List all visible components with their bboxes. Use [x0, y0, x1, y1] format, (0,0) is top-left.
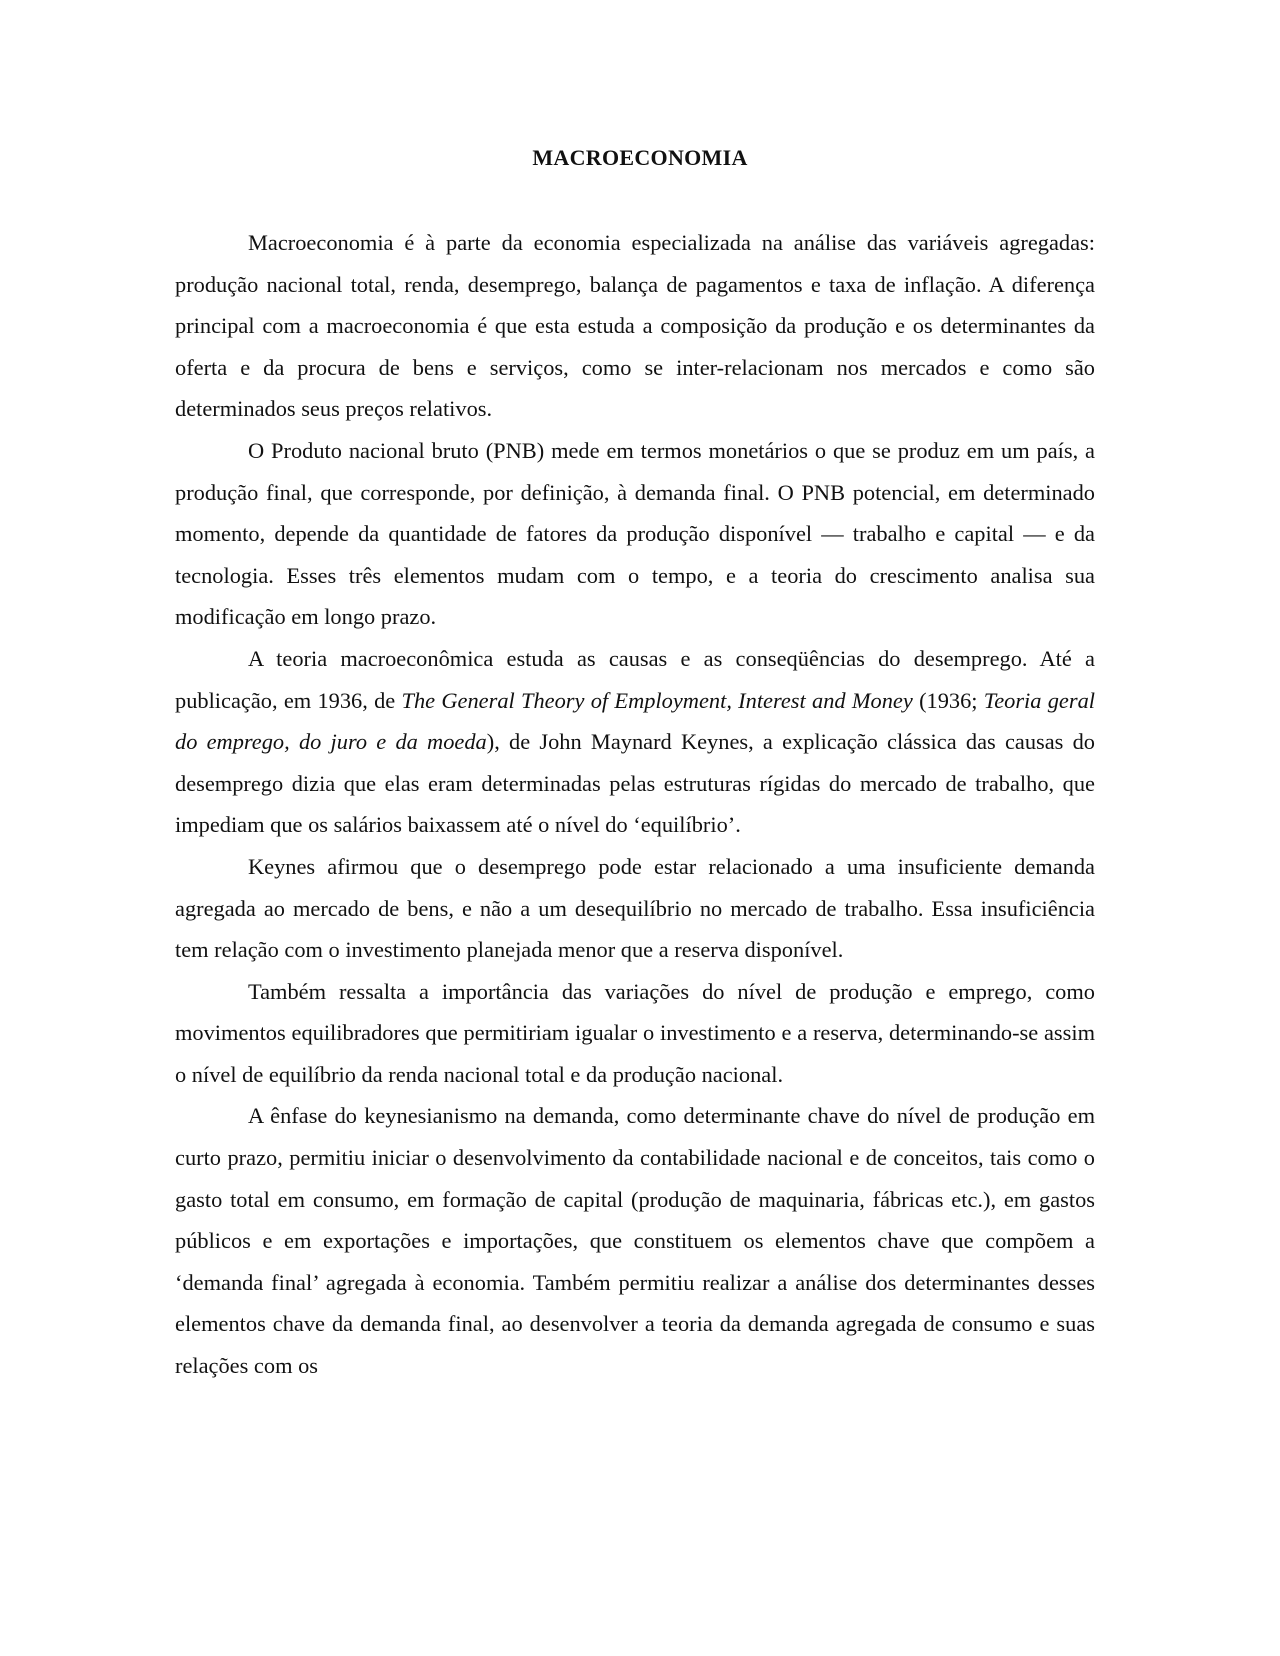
paragraph-definition: Macroeconomia é à parte da economia especializada na análise das variáveis agregadas: produção nacional total, renda, desemprego, balança de pagamentos e taxa de inflação. A diferença principal com a macroeconomia é que esta estuda a composição da produção e os determinantes da oferta e da procura de bens e serviços, como se inter-relacionam nos mercados e como são determinados seus preços relativos.: [175, 230, 1095, 422]
paragraph-production-variations: Também ressalta a importância das variações do nível de produção e emprego, como movimentos equilibradores que permitiriam igualar o investimento e a reserva, determinando-se assim o nível de equilíbrio da renda nacional total e da produção nacional.: [175, 978, 1095, 1087]
paragraph-text: (1936;: [912, 687, 984, 713]
document-body: [175, 222, 1095, 1387]
document-title: MACROECONOMIA: [532, 145, 748, 170]
paragraph-text: A teoria macroeconômica estuda as causas e as conseqüências do desemprego. Até a publicação, em 1936, de: [175, 645, 1095, 713]
paragraph-keynesianism-demand: A ênfase do keynesianismo na demanda, como determinante chave do nível de produção em curto prazo, permitiu iniciar o desenvolvimento da contabilidade nacional e de conceitos, tais como o gasto total em consumo, em formação de capital (produção de maquinaria, fábricas etc.), em gastos públicos e em exportações e importações, que constituem os elementos chave que compõem a ‘demanda final’ agregada à economia. Também permitiu realizar a análise dos determinantes desses elementos chave da demanda final, ao desenvolver a teoria da demanda agregada de consumo e suas relações com os: [175, 1103, 1095, 1379]
paragraph-pnb: O Produto nacional bruto (PNB) mede em termos monetários o que se produz em um país, a produção final, que corresponde, por definição, à demanda final. O PNB potencial, em determinado momento, depende da quantidade de fatores da produção disponível — trabalho e capital — e da tecnologia. Esses três elementos mudam com o tempo, e a teoria do crescimento analisa sua modificação em longo prazo.: [175, 437, 1095, 630]
paragraph-unemployment-theory: [175, 638, 1095, 846]
paragraph-text: ), de John Maynard Keynes, a explicação clássica das causas do desemprego dizia que elas eram determinadas pelas estruturas rígidas do mercado de trabalho, que impediam que os salários baixassem até o nível do ‘equilíbrio’.: [175, 729, 1095, 838]
book-title-english: The General Theory of Employment, Interest and Money: [401, 687, 913, 713]
paragraph-keynes: Keynes afirmou que o desemprego pode estar relacionado a uma insuficiente demanda agregada ao mercado de bens, e não a um desequilíbrio no mercado de trabalho. Essa insuficiência tem relação com o investimento planejada menor que a reserva disponível.: [175, 853, 1095, 963]
book-title-portuguese: Teoria geral do emprego, do juro e da moeda: [175, 687, 1095, 755]
